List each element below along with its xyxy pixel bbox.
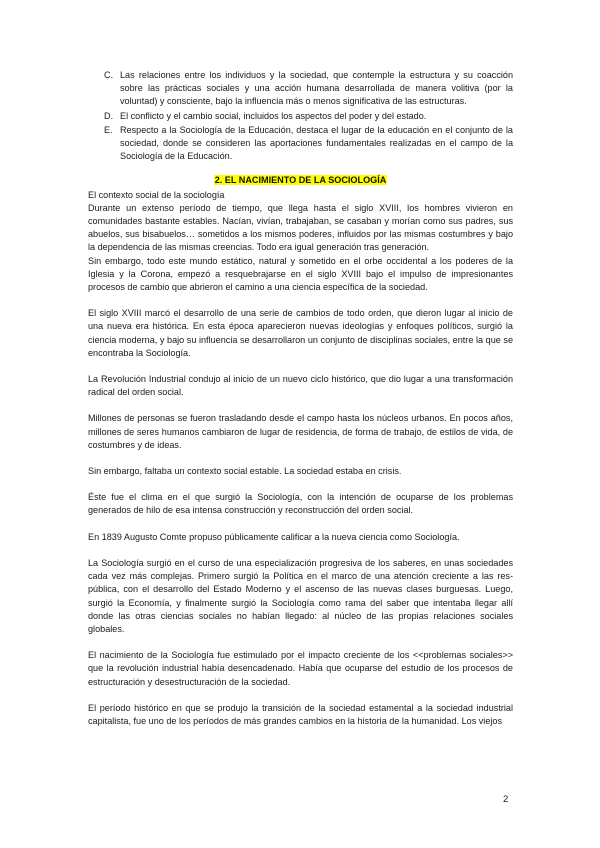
paragraph: Éste fue el clima en el que surgió la Sociología, con la intención de ocuparse de los problemas generados de hilo de esa intensa construcción y reconstrucción del orden social. bbox=[88, 492, 513, 516]
list-marker: C. bbox=[104, 70, 114, 80]
paragraph: El nacimiento de la Sociología fue estimulado por el impacto creciente de los <<problemas sociales>> que la revolución industrial había desencadenado. Había que ocuparse del estudio de los procesos de estructuración y desestructuración de la sociedad. bbox=[88, 650, 513, 687]
section-heading-wrap bbox=[88, 174, 513, 187]
list-marker: D. bbox=[104, 110, 114, 121]
paragraph: Sin embargo, todo este mundo estático, natural y sometido en el orbe occidental a los poderes de la Iglesia y la Corona, empezó a resquebrajarse en el siglo XVIII bajo el impulso de impresionantes procesos de cambio que abrieron el camino a una ciencia específica de la sociedad. bbox=[88, 255, 513, 293]
list-item-text: Las relaciones entre los individuos y la sociedad, que contemple la estructura y su coacción sobre las prácticas sociales y una acción humana desarrollada de manera volitiva (por la voluntad) y consciente, bajo la influencia más o menos significativa de las estructuras. bbox=[120, 70, 513, 107]
paragraph: Sin embargo, faltaba un contexto social estable. La sociedad estaba en crisis. bbox=[88, 466, 402, 477]
list-item bbox=[88, 110, 513, 123]
page-content bbox=[88, 69, 513, 728]
list-item bbox=[88, 69, 513, 109]
lettered-list bbox=[88, 69, 513, 163]
paragraph: En 1839 Augusto Comte propuso públicamente calificar a la nueva ciencia como Sociología. bbox=[88, 531, 460, 542]
list-item bbox=[88, 124, 513, 164]
list-item-text: Respecto a la Sociología de la Educación, destaca el lugar de la educación en el conjunto de la sociedad, donde se consideren las aportaciones fundamentales realizadas en el campo de la Sociología de la Educación. bbox=[120, 124, 513, 162]
paragraph: La Revolución Industrial condujo al inicio de un nuevo ciclo histórico, que dio lugar a una transformación radical del orden social. bbox=[88, 374, 513, 398]
page-number: 2 bbox=[503, 794, 509, 805]
paragraph: Millones de personas se fueron trasladando desde el campo hasta los núcleos urbanos. En pocos años, millones de seres humanos cambiaron de lugar de residencia, de forma de trabajo, de estilos de vida, de costumbres y de ideas. bbox=[88, 413, 513, 450]
section-heading: 2. EL NACIMIENTO DE LA SOCIOLOGÍA bbox=[214, 175, 387, 186]
paragraph: El período histórico en que se produjo la transición de la sociedad estamental a la sociedad industrial capitalista, fue uno de los períodos de más grandes cambios en la historia de la humanidad. Los viejos bbox=[88, 702, 513, 726]
paragraph: El siglo XVIII marcó el desarrollo de una serie de cambios de todo orden, que dieron lugar al inicio de una nueva era histórica. En esta época aparecieron nuevas ideologías y enfoques políticos, surgió la ciencia moderna, y bajo su influencia se desarrollaron un conjunto de disciplinas sociales, entre la que se encontraba la Sociología. bbox=[88, 308, 513, 358]
list-item-text: El conflicto y el cambio social, incluidos los aspectos del poder y del estado. bbox=[120, 110, 427, 121]
paragraph: La Sociología surgió en el curso de una especialización progresiva de los saberes, en unas sociedades cada vez más complejas. Primero surgió la Política en el marco de una atención creciente a las res-pública, con el desarrollo del Estado Moderno y el ascenso de las nuevas clases burguesas. Luego, surgió la Economía, y finalmente surgió la Sociología como rama del saber que intentaba llegar allí donde las otras ciencias sociales no habían llegado: al núcleo de las propias relaciones sociales globales. bbox=[88, 557, 513, 634]
subheading: El contexto social de la sociología bbox=[88, 189, 225, 200]
paragraph: Durante un extenso período de tiempo, que llega hasta el siglo XVIII, los hombres vivieron en comunidades bastante estables. Nacían, vivían, trabajaban, se casaban y morían como sus padres, sus abuelos, sus bisabuelos… sometidos a los mismos poderes, influidos por las mismas costumbres y bajo la dependencia de las mismas creencias. Todo era igual generación tras generación. bbox=[88, 202, 513, 253]
list-marker: E. bbox=[104, 124, 113, 135]
